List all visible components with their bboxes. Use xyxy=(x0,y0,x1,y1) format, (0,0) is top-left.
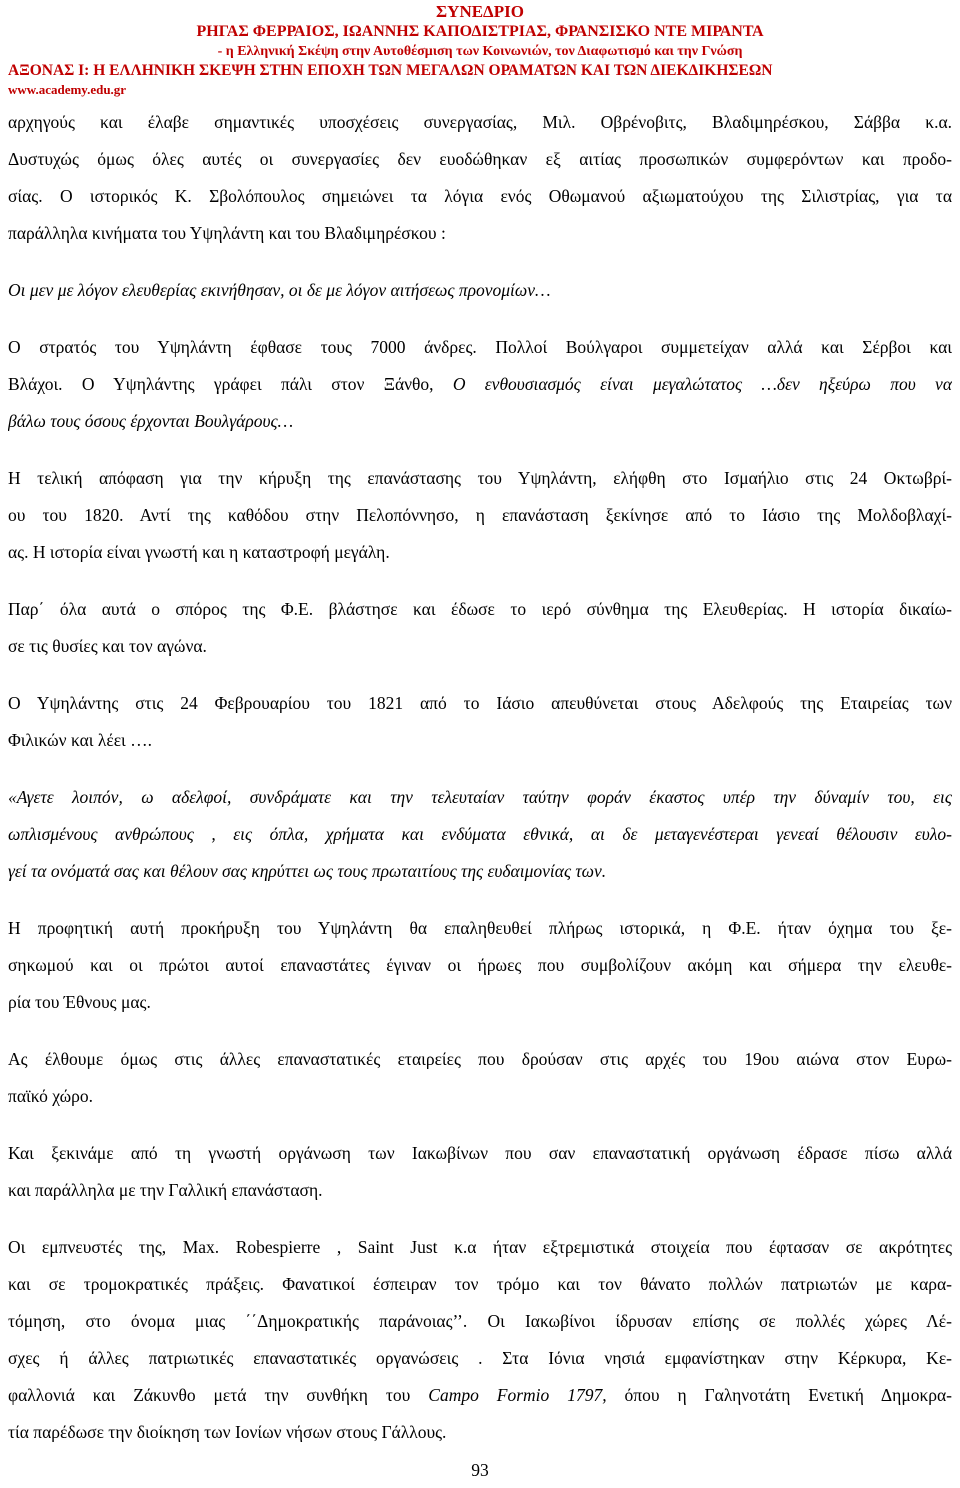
text-line: φαλλονιά και Ζάκυνθο μετά την συνθήκη του Campo Formio 1797, όπου η Γαληνοτάτη Ενετική Δημοκρα- xyxy=(8,1385,952,1405)
text-line: Και ξεκινάμε από τη γνωστή οργάνωση των Ιακωβίνων που σαν επαναστατική οργάνωση έδρασε πίσω αλλά xyxy=(8,1143,952,1163)
header-axis: ΑΞΟΝΑΣ Ι: Η ΕΛΛΗΝΙΚΗ ΣΚΕΨΗ ΣΤΗΝ ΕΠΟΧΗ ΤΩΝ ΜΕΓΑΛΩΝ ΟΡΑΜΑΤΩΝ ΚΑΙ ΤΩΝ ΔΙΕΚΔΙΚΗΣΕΩΝ xyxy=(8,62,773,79)
text-line: σε τις θυσίες και τον αγώνα. xyxy=(8,636,207,656)
text-line: Παρ΄ όλα αυτά ο σπόρος της Φ.Ε. βλάστησε και έδωσε το ιερό σύνθημα της Ελευθερίας. Η ιστορία δικαίω- xyxy=(8,599,952,619)
text-line: τία παρέδωσε την διοίκηση των Ιονίων νήσων στους Γάλλους. xyxy=(8,1422,447,1442)
text-line: σηκωμού και οι πρώτοι αυτοί επαναστάτες έγιναν οι ήρωες που συμβολίζουν ακόμη και σήμερα την ελευθε- xyxy=(8,955,952,975)
text-line: Βλάχοι. Ο Υψηλάντης γράφει πάλι στον Ξάνθο, Ο ενθουσιασμός είναι μεγαλώτατος …δεν ηξεύρω που να xyxy=(8,374,952,394)
text-line: Η τελική απόφαση για την κήρυξη της επανάστασης του Υψηλάντη, ελήφθη στο Ισμαήλιο στις 24 Οκτωβρί- xyxy=(8,468,952,488)
italic-quote-line: βάλω τους όσους έρχονται Βουλγάρους… xyxy=(8,411,294,431)
text-line: Ας έλθουμε όμως στις άλλες επαναστατικές εταιρείες που δρούσαν στις αρχές του 19ου αιώνα στον Ευρω- xyxy=(8,1049,952,1069)
text-line: και παράλληλα με την Γαλλική επανάσταση. xyxy=(8,1180,323,1200)
italic-quote-line: ωπλισμένους ανθρώπους , εις όπλα, χρήματα και ενδύματα εθνικά, αι δε μεταγενέστεραι γενεαί θέλουσιν ευλο- xyxy=(8,824,952,844)
italic-quote-line: «Αγετε λοιπόν, ω αδελφοί, συνδράματε και την τελευταίαν ταύτην φοράν έκαστος υπέρ την δύναμίν του, εις xyxy=(8,787,952,807)
header-conference: ΣΥΝΕΔΡΙΟ xyxy=(436,2,524,21)
italic-quote-line: Οι μεν με λόγον ελευθερίας εκινήθησαν, οι δε με λόγον αιτήσεως προνομίων… xyxy=(8,280,551,300)
text-line: Η προφητική αυτή προκήρυξη του Υψηλάντη θα επαληθευθεί πλήρως ιστορικά, η Φ.Ε. ήταν όχημα του ξε- xyxy=(8,918,952,938)
text-line: Φιλικών και λέει …. xyxy=(8,730,153,750)
body-text xyxy=(8,104,952,1451)
header-url: www.academy.edu.gr xyxy=(8,82,127,97)
header-names: ΡΗΓΑΣ ΦΕΡΡΑΙΟΣ, ΙΩΑΝΝΗΣ ΚΑΠΟΔΙΣΤΡΙΑΣ, ΦΡΑΝΣΙΣΚΟ ΝΤΕ ΜΙΡΑΝΤΑ xyxy=(196,23,764,40)
text-line: Οι εμπνευστές της, Max. Robespierre , Saint Just κ.α ήταν εξτρεμιστικά στοιχεία που έφτασαν σε ακρότητες xyxy=(8,1237,952,1257)
page-number: 93 xyxy=(471,1460,489,1480)
text-line: παϊκό χώρο. xyxy=(8,1086,94,1106)
text-line: αρχηγούς και έλαβε σημαντικές υποσχέσεις συνεργασίας, Μιλ. Οβρένοβιτς, Βλαδιμηρέσκου, Σάββα κ.α. xyxy=(8,112,952,132)
text-line: σίας. Ο ιστορικός Κ. Σβολόπουλος σημειώνει τα λόγια ενός Οθωμανού αξιωματούχου της Σιλιστρίας, για τα xyxy=(8,186,952,206)
header-subtitle: - η Ελληνική Σκέψη στην Αυτοθέσμιση των Κοινωνιών, τον Διαφωτισμό και την Γνώση xyxy=(217,44,743,59)
text-line: Ο στρατός του Υψηλάντη έφθασε τους 7000 άνδρες. Πολλοί Βούλγαροι συμμετείχαν αλλά και Σέρβοι και xyxy=(8,337,952,357)
text-line: σχες ή άλλες πατριωτικές επαναστατικές οργανώσεις . Στα Ιόνια νησιά εμφανίστηκαν στην Κέρκυρα, Κε- xyxy=(8,1348,952,1368)
text-line: Δυστυχώς όμως όλες αυτές οι συνεργασίες δεν ευοδώθηκαν εξ αιτίας προσωπικών συμφερόντων και προδο- xyxy=(8,149,952,169)
text-line: και σε τρομοκρατικές πράξεις. Φανατικοί έσπειραν τον τρόμο και τον θάνατο πολλών πατριωτών με καρα- xyxy=(8,1274,952,1294)
text-line: ρία του Έθνους μας. xyxy=(8,992,151,1012)
text-line: Ο Υψηλάντης στις 24 Φεβρουαρίου του 1821 από το Ιάσιο απευθύνεται στους Αδελφούς της Εταιρείας των xyxy=(8,693,952,713)
text-line: τόμηση, στο όνομα μιας ΄΄Δημοκρατικής παράνοιας’’. Οι Ιακωβίνοι ίδρυσαν επίσης σε πολλές χώρες Λέ- xyxy=(8,1311,952,1331)
text-line: ου του 1820. Αντί της καθόδου στην Πελοπόννησο, η επανάσταση ξεκίνησε από το Ιάσιο της Μολδοβλαχί- xyxy=(8,505,952,525)
text-line: παράλληλα κινήματα του Υψηλάντη και του Βλαδιμηρέσκου : xyxy=(8,223,446,243)
italic-quote-line: γεί τα ονόματά σας και θέλουν σας κηρύττει ως τους πρωταιτίους της ευδαιμονίας των. xyxy=(8,861,607,881)
text-line: ας. Η ιστορία είναι γνωστή και η καταστροφή μεγάλη. xyxy=(8,542,390,562)
